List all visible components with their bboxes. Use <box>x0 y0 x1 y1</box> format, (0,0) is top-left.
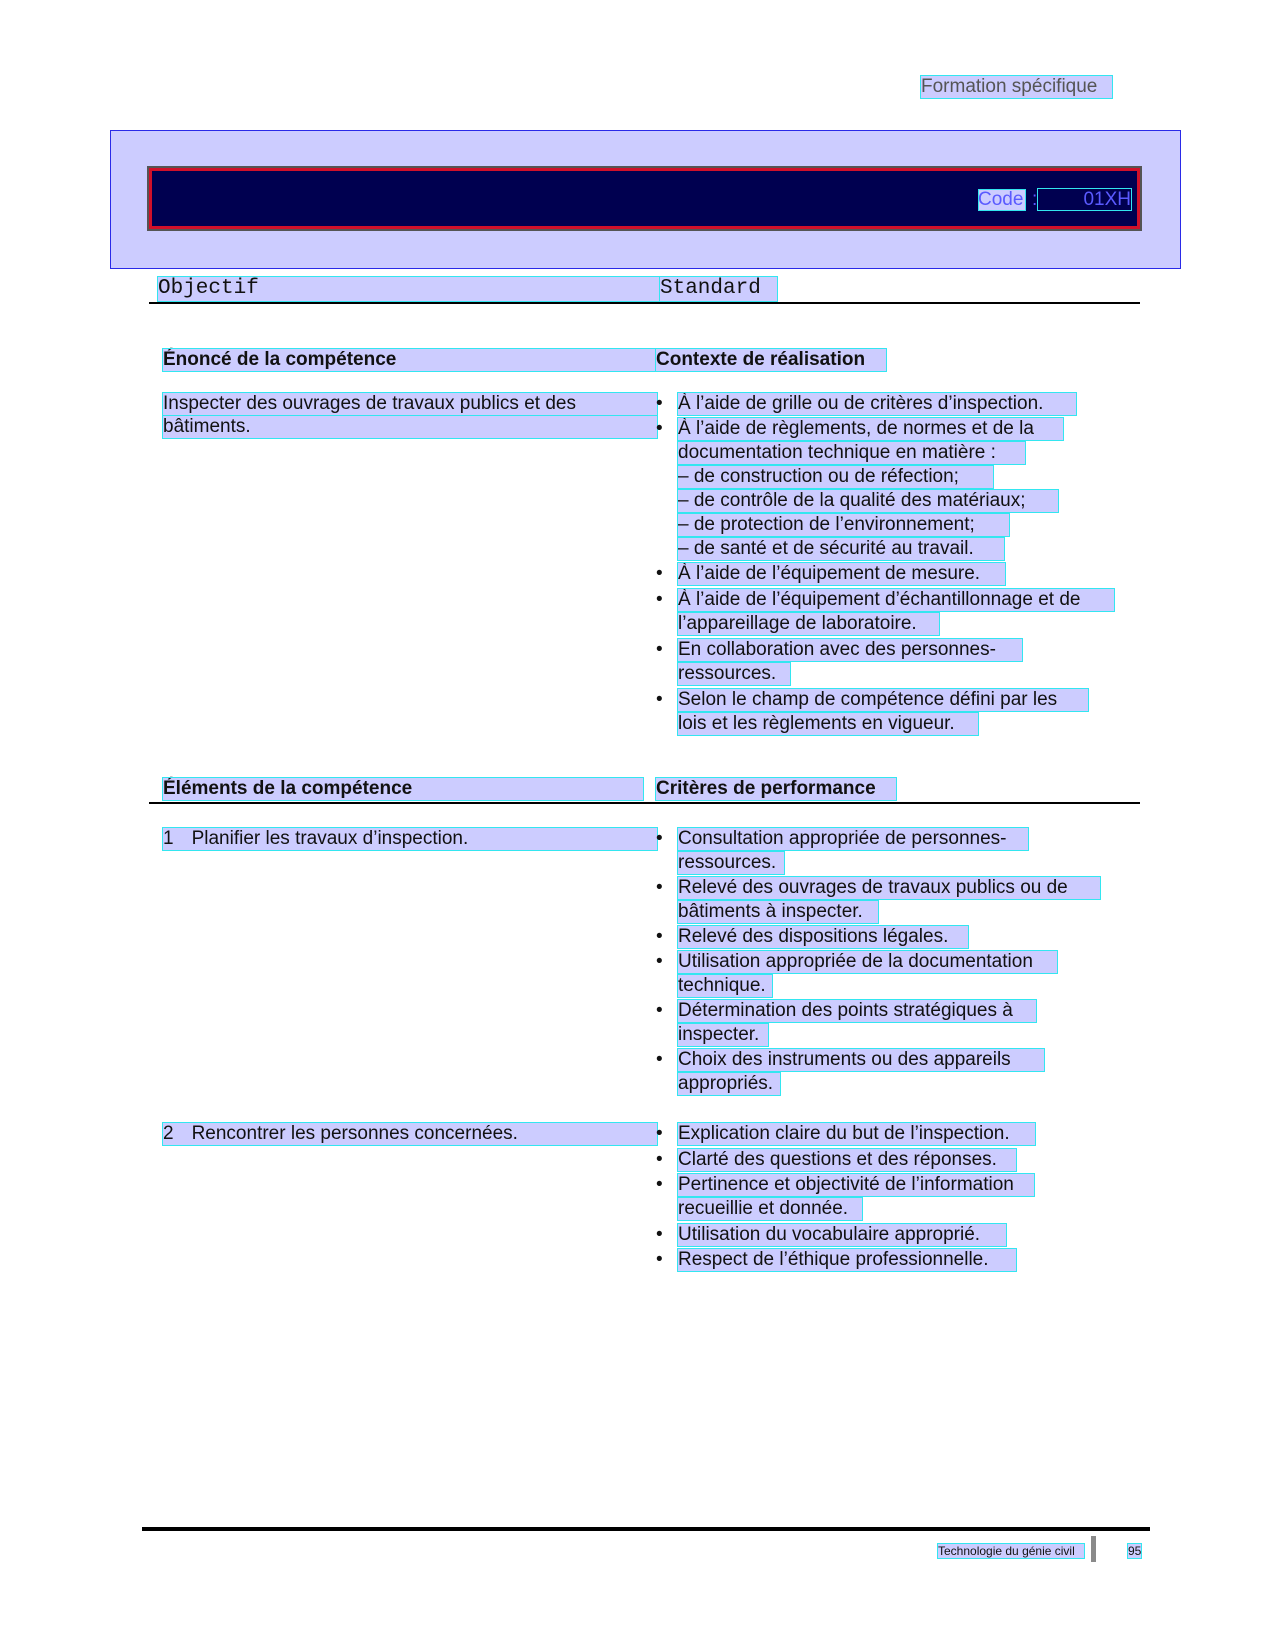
criterion-line: Détermination des points stratégiques à <box>678 1000 1036 1022</box>
bullet-icon: • <box>656 1049 663 1070</box>
bullet-icon: • <box>656 689 663 710</box>
bullet-icon: • <box>656 1123 663 1144</box>
page-number: 95 <box>1128 1544 1142 1558</box>
context-item-line: À l’aide de l’équipement de mesure. <box>678 563 1005 585</box>
criterion-line: Explication claire du but de l’inspection. <box>678 1123 1035 1145</box>
context-item-line: documentation technique en matière : <box>678 442 1025 464</box>
bullet-icon: • <box>656 589 663 610</box>
code-value: 01XH <box>1083 189 1131 210</box>
context-item-line: En collaboration avec des personnes- <box>678 639 1022 661</box>
element-2 <box>163 1123 657 1145</box>
context-item-line: – de protection de l’environnement; <box>678 514 1009 536</box>
element-1-text: Planifier les travaux d’inspection. <box>191 828 469 849</box>
competence-statement-line-2: bâtiments. <box>163 416 657 438</box>
element-1 <box>163 828 657 850</box>
bullet-icon: • <box>656 418 663 439</box>
bullet-icon: • <box>656 563 663 584</box>
criterion-line: Pertinence et objectivité de l’information <box>678 1174 1034 1196</box>
criterion-line: ressources. <box>678 852 784 874</box>
criterion-line: inspecter. <box>678 1024 768 1046</box>
code-label: Code <box>978 189 1026 211</box>
context-item-line: À l’aide de grille ou de critères d’inspection. <box>678 393 1076 415</box>
footer-rule <box>142 1527 1150 1531</box>
bullet-icon: • <box>656 639 663 660</box>
criterion-line: Choix des instruments ou des appareils <box>678 1049 1044 1071</box>
bullet-icon: • <box>656 1149 663 1170</box>
bullet-icon: • <box>656 1000 663 1021</box>
objective-rule <box>149 302 1140 304</box>
context-item-line: – de contrôle de la qualité des matériaux; <box>678 490 1058 512</box>
bullet-icon: • <box>656 1249 663 1270</box>
criterion-line: Relevé des ouvrages de travaux publics ou de <box>678 877 1100 899</box>
element-1-number: 1 <box>163 828 174 849</box>
code-separator: : <box>1032 189 1038 210</box>
criterion-line: Relevé des dispositions légales. <box>678 926 968 948</box>
criterion-line: bâtiments à inspecter. <box>678 901 878 923</box>
competence-heading: Énoncé de la compétence <box>163 349 657 371</box>
criterion-line: Consultation appropriée de personnes- <box>678 828 1028 850</box>
bullet-icon: • <box>656 951 663 972</box>
context-item-line: À l’aide de règlements, de normes et de la <box>678 418 1063 440</box>
criterion-line: recueillie et donnée. <box>678 1198 862 1220</box>
section-label: Formation spécifique <box>921 76 1112 98</box>
competence-statement-line-1: Inspecter des ouvrages de travaux publics et des <box>163 393 657 415</box>
bullet-icon: • <box>656 1224 663 1245</box>
footer-divider <box>1091 1536 1096 1562</box>
context-item-line: À l’aide de l’équipement d’échantillonnage et de <box>678 589 1114 611</box>
bullet-icon: • <box>656 393 663 414</box>
criterion-line: Utilisation du vocabulaire approprié. <box>678 1224 1006 1246</box>
footer-program: Technologie du génie civil <box>938 1544 1084 1558</box>
criterion-line: Clarté des questions et des réponses. <box>678 1149 1016 1171</box>
criterion-line: technique. <box>678 975 772 997</box>
objective-label: Objectif <box>158 277 660 301</box>
element-2-number: 2 <box>163 1123 174 1144</box>
element-2-text: Rencontrer les personnes concernées. <box>191 1123 518 1144</box>
criterion-line: Utilisation appropriée de la documentation <box>678 951 1057 973</box>
criterion-line: appropriés. <box>678 1073 780 1095</box>
context-item-line: – de construction ou de réfection; <box>678 466 993 488</box>
context-item-line: lois et les règlements en vigueur. <box>678 713 978 735</box>
elements-rule-left <box>149 802 642 804</box>
context-heading: Contexte de réalisation <box>656 349 886 371</box>
elements-heading: Éléments de la compétence <box>163 778 643 800</box>
elements-rule-right <box>642 802 1140 804</box>
bullet-icon: • <box>656 1174 663 1195</box>
bullet-icon: • <box>656 828 663 849</box>
bullet-icon: • <box>656 877 663 898</box>
context-item-line: ressources. <box>678 663 790 685</box>
objective-value: Standard <box>660 277 777 301</box>
context-item-line: Selon le champ de compétence défini par les <box>678 689 1088 711</box>
criteria-heading: Critères de performance <box>656 778 896 800</box>
context-item-line: – de santé et de sécurité au travail. <box>678 538 1004 560</box>
context-item-line: l’appareillage de laboratoire. <box>678 613 939 635</box>
criterion-line: Respect de l’éthique professionnelle. <box>678 1249 1016 1271</box>
bullet-icon: • <box>656 926 663 947</box>
